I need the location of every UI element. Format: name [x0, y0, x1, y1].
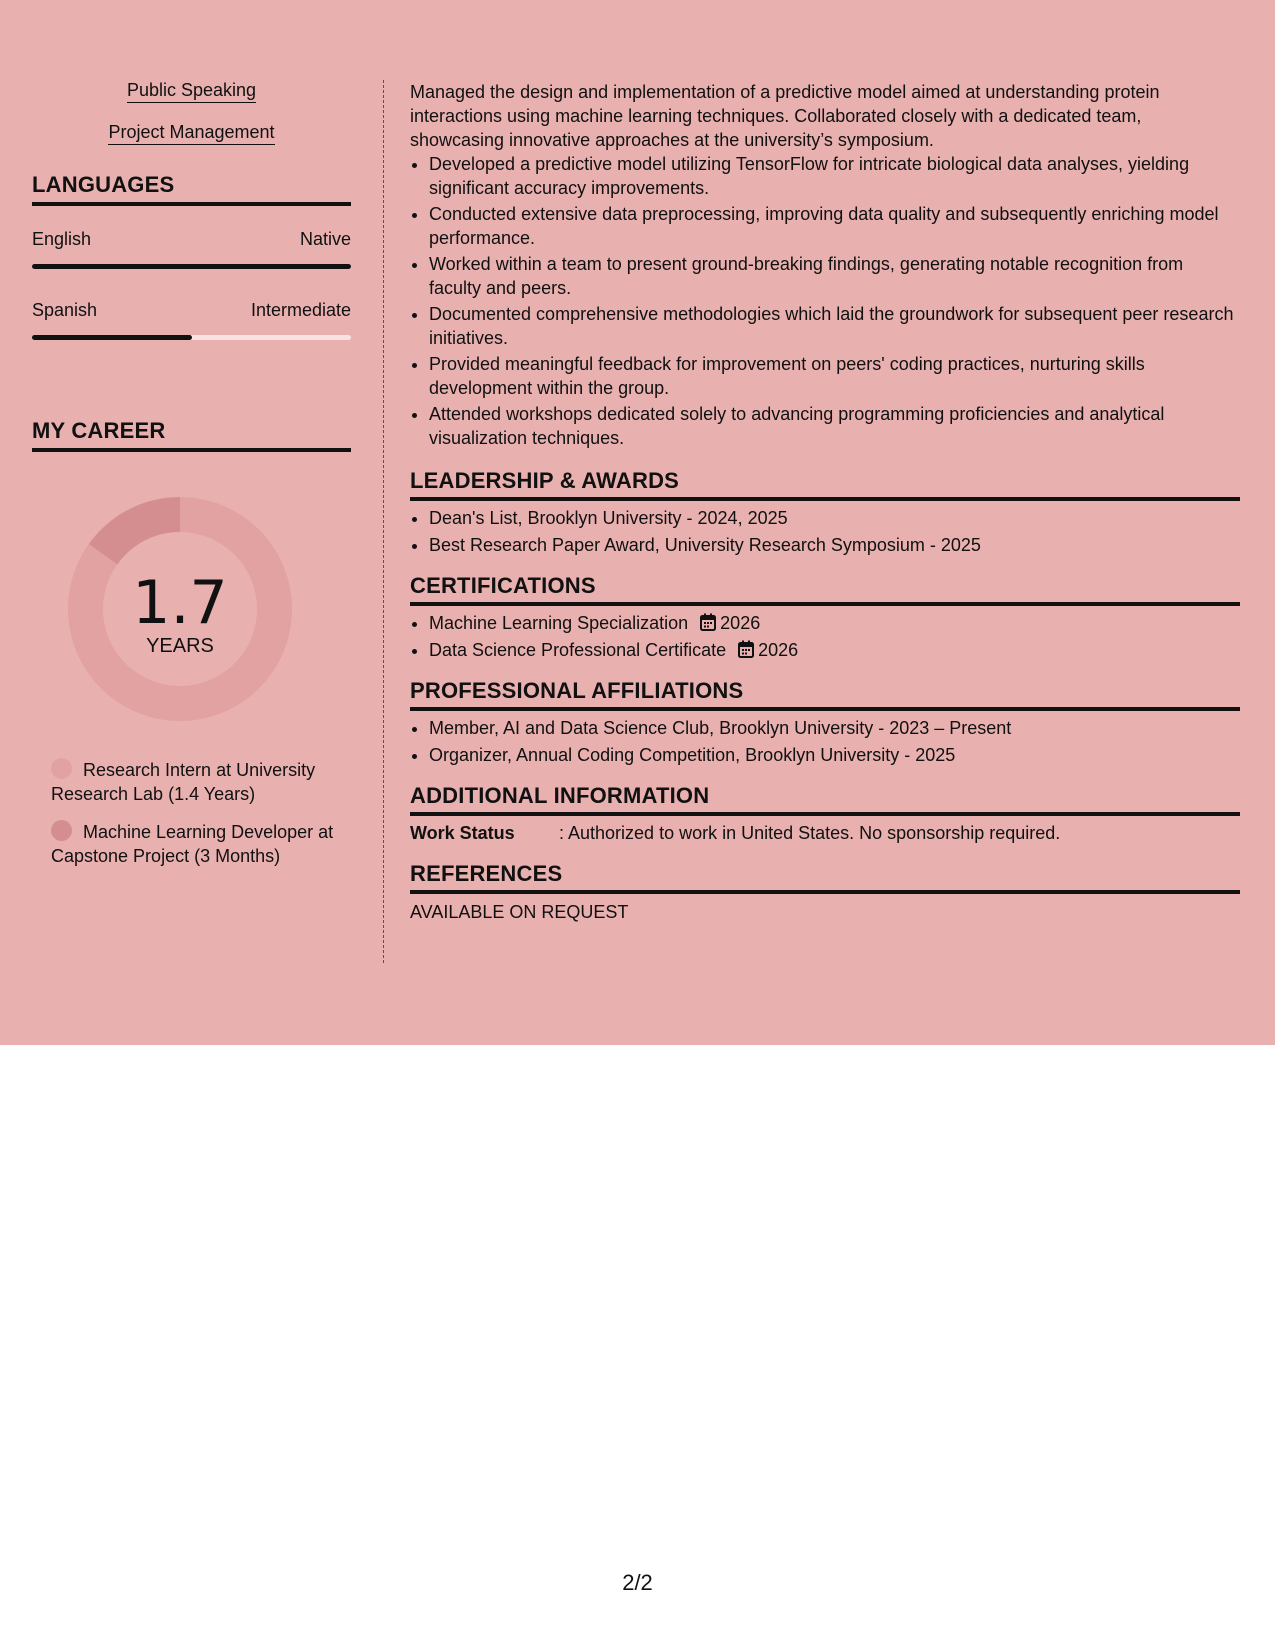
- skill-public-speaking[interactable]: Public Speaking: [127, 80, 256, 103]
- list-item: • Developed a predictive model utilizing TensorFlow for intricate biological data analyses, yielding significant accuracy improvements.: [429, 152, 1240, 200]
- references-value: AVAILABLE ON REQUEST: [410, 902, 629, 922]
- leadership-heading: LEADERSHIP & AWARDS: [410, 468, 1240, 501]
- certification-name: Data Science Professional Certificate: [429, 640, 727, 660]
- language-bar-fill: [32, 335, 192, 340]
- calendar-icon: [700, 613, 716, 631]
- main-content: [410, 80, 1240, 924]
- career-legend: [51, 758, 341, 868]
- languages-heading: LANGUAGES: [32, 172, 351, 206]
- language-level: Intermediate: [250, 300, 351, 320]
- references-heading: REFERENCES: [410, 861, 1240, 894]
- language-name: Spanish: [32, 300, 98, 320]
- language-bar: [32, 335, 351, 340]
- work-status-row: [410, 821, 1240, 845]
- column-divider: [383, 80, 384, 963]
- list-item: • Organizer, Annual Coding Competition, Brooklyn University - 2025: [429, 743, 1240, 767]
- certification-name: Machine Learning Specialization: [429, 613, 689, 633]
- list-item: [429, 611, 1240, 635]
- list-item: • Conducted extensive data preprocessing, improving data quality and subsequently enriching model performance.: [429, 202, 1240, 250]
- language-spanish: [32, 299, 351, 340]
- language-bar-fill: [32, 264, 351, 269]
- certification-year: 2026: [758, 640, 799, 660]
- certifications-heading: CERTIFICATIONS: [410, 573, 1240, 606]
- sidebar: [32, 80, 351, 882]
- affiliations-heading: PROFESSIONAL AFFILIATIONS: [410, 678, 1240, 711]
- career-heading: MY CAREER: [32, 418, 351, 452]
- list-item: • Worked within a team to present ground-breaking findings, generating notable recognition from faculty and peers.: [429, 252, 1240, 300]
- leadership-list: [410, 506, 1240, 557]
- legend-dot: [51, 758, 72, 779]
- certification-year: 2026: [720, 613, 761, 633]
- legend-label: Research Intern at University Research Lab (1.4 Years): [51, 760, 316, 804]
- language-english: [32, 228, 351, 269]
- legend-item: [51, 758, 341, 806]
- career-total-unit: YEARS: [146, 635, 214, 657]
- work-status-label: Work Status: [410, 823, 515, 843]
- affiliations-list: [410, 716, 1240, 767]
- language-level: Native: [299, 229, 351, 249]
- project-description: Managed the design and implementation of a predictive model aimed at understanding protein interactions using machine learning techniques. Collaborated closely with a dedicated team, showcasing innovative approaches at the university’s symposium.: [410, 82, 1160, 150]
- language-bar: [32, 264, 351, 269]
- certifications-list: [410, 611, 1240, 662]
- list-item: • Provided meaningful feedback for improvement on peers' coding practices, nurturing skills development within the group.: [429, 352, 1240, 400]
- list-item: [429, 638, 1240, 662]
- list-item: • Dean's List, Brooklyn University - 2024, 2025: [429, 506, 1240, 530]
- list-item: • Documented comprehensive methodologies which laid the groundwork for subsequent peer research initiatives.: [429, 302, 1240, 350]
- list-item: • Best Research Paper Award, University Research Symposium - 2025: [429, 533, 1240, 557]
- list-item: • Member, AI and Data Science Club, Brooklyn University - 2023 – Present: [429, 716, 1240, 740]
- calendar-icon: [738, 640, 754, 658]
- legend-label: Machine Learning Developer at Capstone Project (3 Months): [51, 822, 334, 866]
- additional-info-heading: ADDITIONAL INFORMATION: [410, 783, 1240, 816]
- legend-dot: [51, 820, 72, 841]
- page-number: 2/2: [622, 1570, 653, 1595]
- legend-item: [51, 820, 341, 868]
- list-item: • Attended workshops dedicated solely to advancing programming proficiencies and analytical visualization techniques.: [429, 402, 1240, 450]
- work-status-value: : Authorized to work in United States. No sponsorship required.: [559, 823, 1061, 843]
- skill-project-management[interactable]: Project Management: [108, 122, 274, 145]
- language-name: English: [32, 229, 92, 249]
- project-bullets: [410, 152, 1240, 450]
- career-donut-chart: [67, 496, 293, 722]
- career-total-value: 1.7: [132, 568, 228, 638]
